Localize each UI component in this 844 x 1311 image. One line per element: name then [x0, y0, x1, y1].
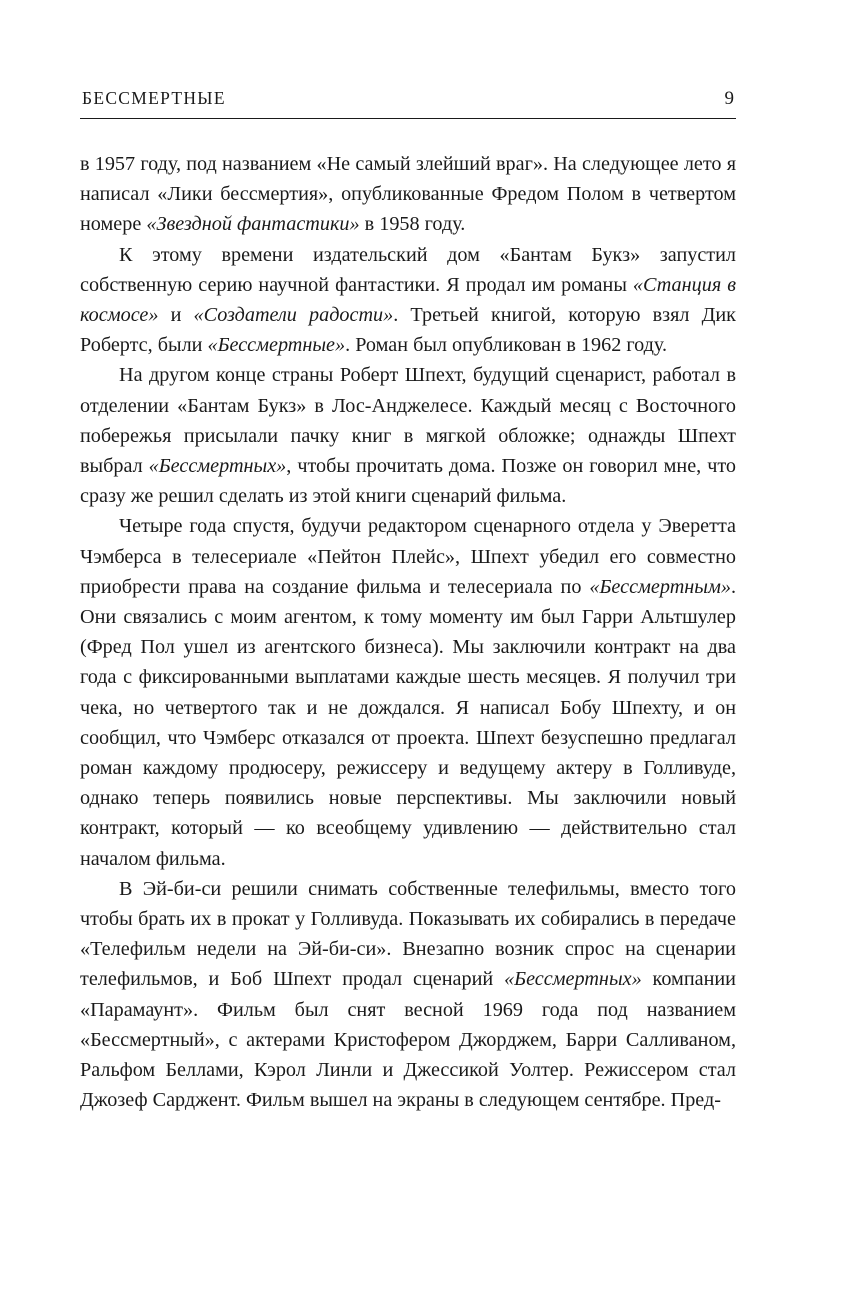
page-number: 9 — [724, 88, 734, 109]
paragraph — [80, 874, 736, 1116]
text-run: и — [158, 304, 194, 327]
text-run: К этому времени издательский дом «Бантам Букз» запустил собственную серию научной фантастики. Я продал им романы — [80, 243, 736, 296]
text-run: . Третьей книгой, которую взял Дик Робертс, были — [80, 304, 736, 357]
italic-run: «Создатели радости» — [193, 304, 394, 327]
text-run: . Они связались с моим агентом, к тому моменту им был Гарри Альтшулер (Фред Пол ушел из агентского бизнеса). Мы заключили контракт на два года с фиксированными выплатами каждые шесть месяцев. Я получил три чека, но четвертого так и не дождался. Я написал Бобу Шпехту, и он сообщил, что Чэмберс отказался от проекта. Шпехт безуспешно предлагал роман каждому продюсеру, режиссеру и ведущему актеру в Голливуде, однако теперь появились новые перспективы. Мы заключили новый контракт, который — ко всеобщему удивлению — действительно стал началом фильма. — [80, 575, 736, 870]
text-run: компании «Парамаунт». Фильм был снят весной 1969 года под названием «Бессмертный», с актерами Кристофером Джорджем, Барри Салливаном, Ральфом Беллами, Кэрол Линли и Джессикой Уолтер. Режиссером стал Джозеф Сарджент. Фильм вышел на экраны в следующем сентябре. Пред- — [80, 968, 736, 1112]
running-head-title: БЕССМЕРТНЫЕ — [82, 88, 226, 108]
italic-run: «Бессмертных» — [148, 455, 287, 478]
text-run: в 1957 году, под названием «Не самый злейший враг». На следующее лето я написал «Лики бессмертия», опубликованные Фредом Полом в четвертом номере — [80, 153, 736, 236]
italic-run: «Бессмертных» — [504, 968, 642, 991]
running-head — [80, 88, 736, 119]
text-run: , чтобы прочитать дома. Позже он говорил мне, что сразу же решил сделать из этой книги сценарий фильма. — [80, 455, 736, 508]
paragraph — [80, 240, 736, 361]
text-run: в 1958 году. — [359, 213, 466, 236]
italic-run: «Станция в космосе» — [80, 273, 736, 327]
italic-run: «Бессмертным» — [589, 575, 731, 598]
body-text — [80, 149, 736, 1116]
paragraph — [80, 360, 736, 511]
text-run: На другом конце страны Роберт Шпехт, будущий сценарист, работал в отделении «Бантам Букз» в Лос-Анджелесе. Каждый месяц с Восточного побережья присылали пачку книг в мягкой обложке; однажды Шпехт выбрал — [80, 364, 736, 478]
paragraph — [80, 511, 736, 873]
text-run: В Эй-би-си решили снимать собственные телефильмы, вместо того чтобы брать их в прокат у Голливуда. Показывать их собирались в передаче «Телефильм недели на Эй-би-си». Внезапно возник спрос на сценарии телефильмов, и Боб Шпехт продал сценарий — [80, 877, 736, 991]
text-run: . Роман был опубликован в 1962 году. — [345, 334, 668, 357]
text-run: Четыре года спустя, будучи редактором сценарного отдела у Эверетта Чэмберса в телесериале «Пейтон Плейс», Шпехт убедил его совместно приобрести права на создание фильма и телесериала по — [80, 515, 736, 598]
italic-run: «Бессмертные» — [207, 334, 346, 357]
paragraph — [80, 149, 736, 240]
italic-run: «Звездной фантастики» — [146, 213, 360, 236]
